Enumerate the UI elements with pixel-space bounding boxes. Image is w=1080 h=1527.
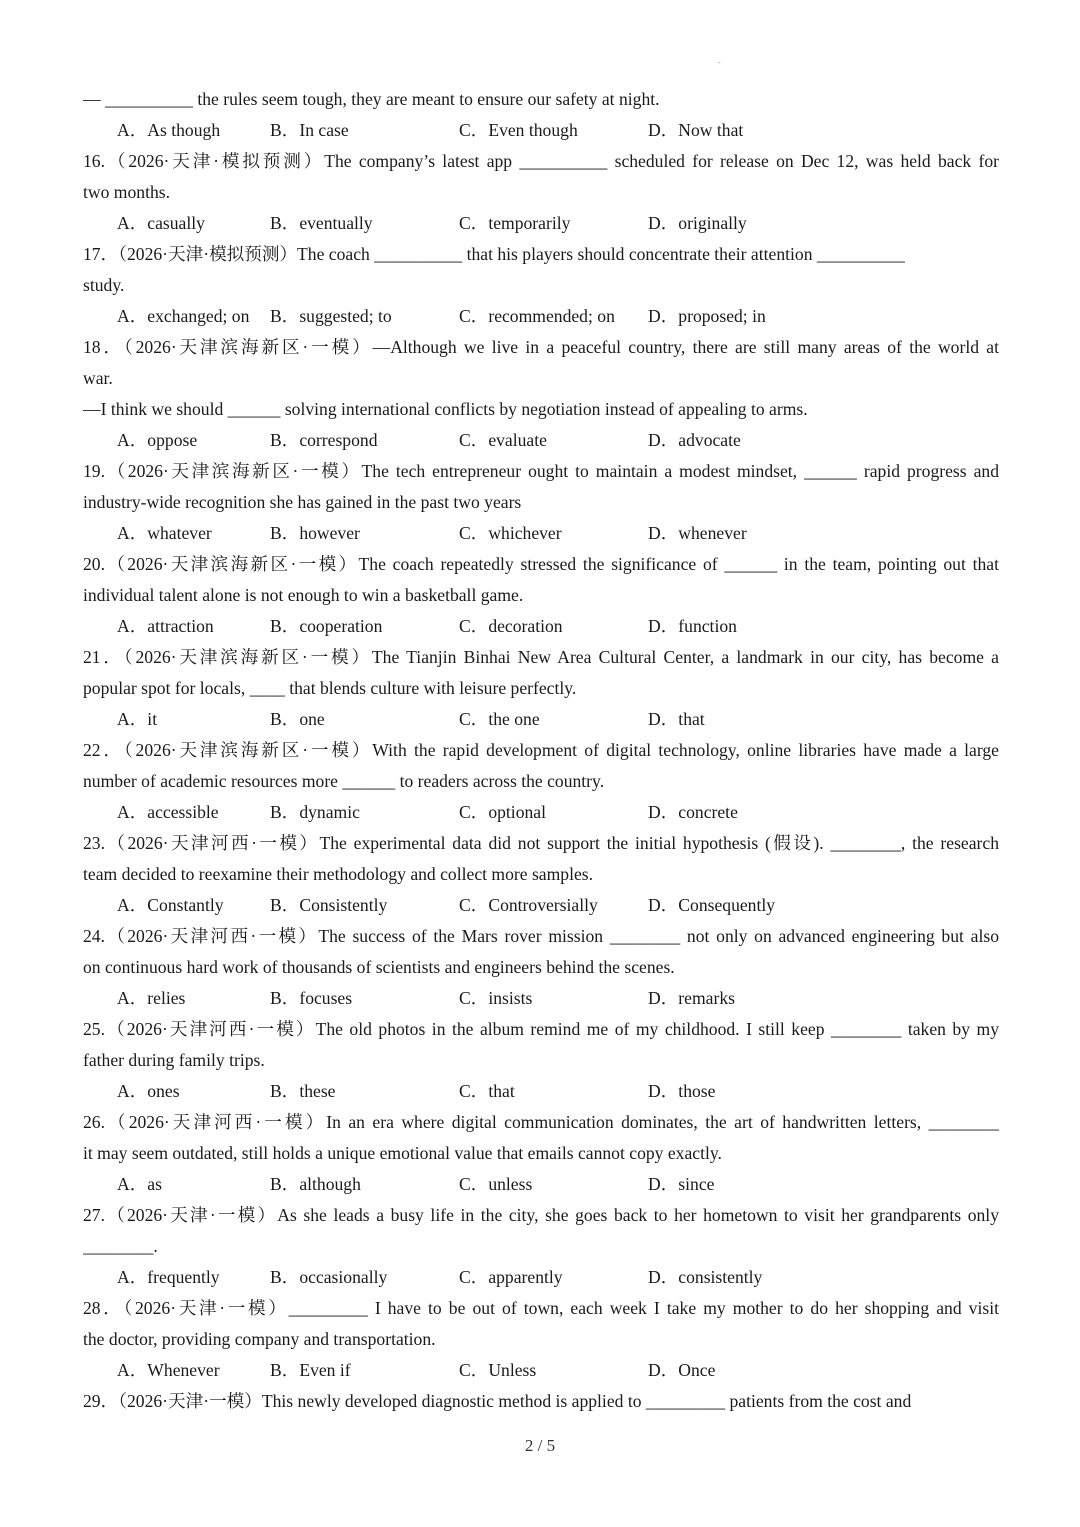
answer-options [83,611,999,642]
option-a: A．whatever [117,523,212,543]
answer-options [83,1169,999,1200]
option-b: B．one [270,709,325,729]
answer-options [83,518,999,549]
question-text-line: 17．（2026·天津·模拟预测）The coach __________ that his players should concentrate their attention __________ [83,244,905,264]
question-list [83,84,999,1417]
option-d: D．consistently [648,1267,763,1287]
answer-options [83,115,999,146]
option-b: B．Consistently [270,895,388,915]
question-text-line: ________. [83,1236,158,1256]
option-a: A．Constantly [117,895,224,915]
option-a: A．oppose [117,430,198,450]
question-text-line: it may seem outdated, still holds a unique emotional value that emails cannot copy exactly. [83,1143,722,1163]
option-d: D．Consequently [648,895,776,915]
option-b: B．Even if [270,1360,351,1380]
question-text-line: 23.（2026·天津河西·一模）The experimental data did not support the initial hypothesis (假设). ________, the research [83,833,999,853]
question-text-line: 28．（2026·天津·一模）_________ I have to be out of town, each week I take my mother to do her shopping and visit [83,1298,999,1318]
question-text-line: 27.（2026·天津·一模）As she leads a busy life in the city, she goes back to her hometown to visit her grandparents only [83,1205,999,1225]
answer-options [83,890,999,921]
option-a: A．frequently [117,1267,220,1287]
option-b: B．although [270,1174,361,1194]
option-d: D．originally [648,213,747,233]
question-text-line: 21．（2026·天津滨海新区·一模）The Tianjin Binhai New Area Cultural Center, a landmark in our city, has become a [83,647,999,667]
option-c: C．recommended; on [459,306,615,326]
option-c: C．optional [459,802,546,822]
question-text-line: popular spot for locals, ____ that blends culture with leisure perfectly. [83,678,577,698]
option-a: A．accessible [117,802,219,822]
question-text-line: 26.（2026·天津河西·一模）In an era where digital communication dominates, the art of handwritten letters, ________ [83,1112,999,1132]
option-c: C．Controversially [459,895,598,915]
option-b: B．these [270,1081,336,1101]
option-a: A．it [117,709,158,729]
question-text-line: 19.（2026·天津滨海新区·一模）The tech entrepreneur ought to maintain a modest mindset, ______ rapid progress and [83,461,999,481]
option-b: B．eventually [270,213,373,233]
option-d: D．Once [648,1360,716,1380]
question-text-line: 18．（2026·天津滨海新区·一模）—Although we live in a peaceful country, there are still many areas of the world at [83,337,999,357]
option-a: A．ones [117,1081,180,1101]
option-c: C．temporarily [459,213,571,233]
option-c: C．apparently [459,1267,563,1287]
answer-options [83,797,999,828]
page-number: 2 / 5 [524,1436,556,1455]
option-c: C．evaluate [459,430,547,450]
question-text-line: 25.（2026·天津河西·一模）The old photos in the album remind me of my childhood. I still keep ________ taken by my [83,1019,999,1039]
option-b: B．however [270,523,360,543]
question-text-line: individual talent alone is not enough to win a basketball game. [83,585,524,605]
answer-options [83,208,999,239]
option-d: D．concrete [648,802,738,822]
option-b: B．dynamic [270,802,360,822]
question-text-line: war. [83,368,113,388]
option-d: D．advocate [648,430,741,450]
option-a: A．exchanged; on [117,306,250,326]
option-c: C．the one [459,709,540,729]
option-d: D．whenever [648,523,747,543]
question-text-line: team decided to reexamine their methodology and collect more samples. [83,864,594,884]
option-d: D．proposed; in [648,306,766,326]
question-text-line: 24.（2026·天津河西·一模）The success of the Mars rover mission ________ not only on advanced engineering but also [83,926,999,946]
answer-options [83,1262,999,1293]
option-a: A．casually [117,213,205,233]
option-c: C．Unless [459,1360,537,1380]
option-b: B．correspond [270,430,378,450]
answer-options [83,704,999,735]
option-b: B．cooperation [270,616,383,636]
option-a: A．As though [117,120,221,140]
option-a: A．attraction [117,616,214,636]
option-d: D．that [648,709,705,729]
option-d: D．Now that [648,120,744,140]
header-mark: - [718,58,721,67]
option-a: A．as [117,1174,162,1194]
question-text-line: two months. [83,182,170,202]
question-text-line: 20.（2026·天津滨海新区·一模）The coach repeatedly stressed the significance of ______ in the team, pointing out that [83,554,999,574]
answer-options [83,1076,999,1107]
option-a: A．relies [117,988,186,1008]
option-c: C．Even though [459,120,578,140]
option-c: C．decoration [459,616,563,636]
option-b: B．suggested; to [270,306,392,326]
answer-options [83,983,999,1014]
option-a: A．Whenever [117,1360,220,1380]
answer-options [83,1355,999,1386]
option-c: C．insists [459,988,533,1008]
question-text-line: — __________ the rules seem tough, they are meant to ensure our safety at night. [83,89,660,109]
answer-options [83,425,999,456]
question-text-line: —I think we should ______ solving international conflicts by negotiation instead of appealing to arms. [83,399,808,419]
answer-options [83,301,999,332]
question-text-line: number of academic resources more ______ to readers across the country. [83,771,605,791]
question-text-line: 16.（2026·天津·模拟预测）The company’s latest app __________ scheduled for release on Dec 12, was held back for [83,151,999,171]
question-text-line: the doctor, providing company and transportation. [83,1329,436,1349]
option-d: D．remarks [648,988,735,1008]
question-text-line: 22．（2026·天津滨海新区·一模）With the rapid development of digital technology, online libraries have made a large [83,740,999,760]
option-d: D．since [648,1174,715,1194]
question-text-line: 29．（2026·天津·一模）This newly developed diagnostic method is applied to _________ patients from the cost and [83,1391,912,1411]
option-d: D．those [648,1081,716,1101]
option-b: B．focuses [270,988,353,1008]
question-text-line: on continuous hard work of thousands of scientists and engineers behind the scenes. [83,957,675,977]
option-b: B．In case [270,120,349,140]
question-text-line: industry-wide recognition she has gained in the past two years [83,492,522,512]
option-b: B．occasionally [270,1267,388,1287]
option-c: C．that [459,1081,515,1101]
option-d: D．function [648,616,737,636]
question-text-line: father during family trips. [83,1050,265,1070]
option-c: C．whichever [459,523,562,543]
option-c: C．unless [459,1174,533,1194]
question-text-line: study. [83,275,125,295]
